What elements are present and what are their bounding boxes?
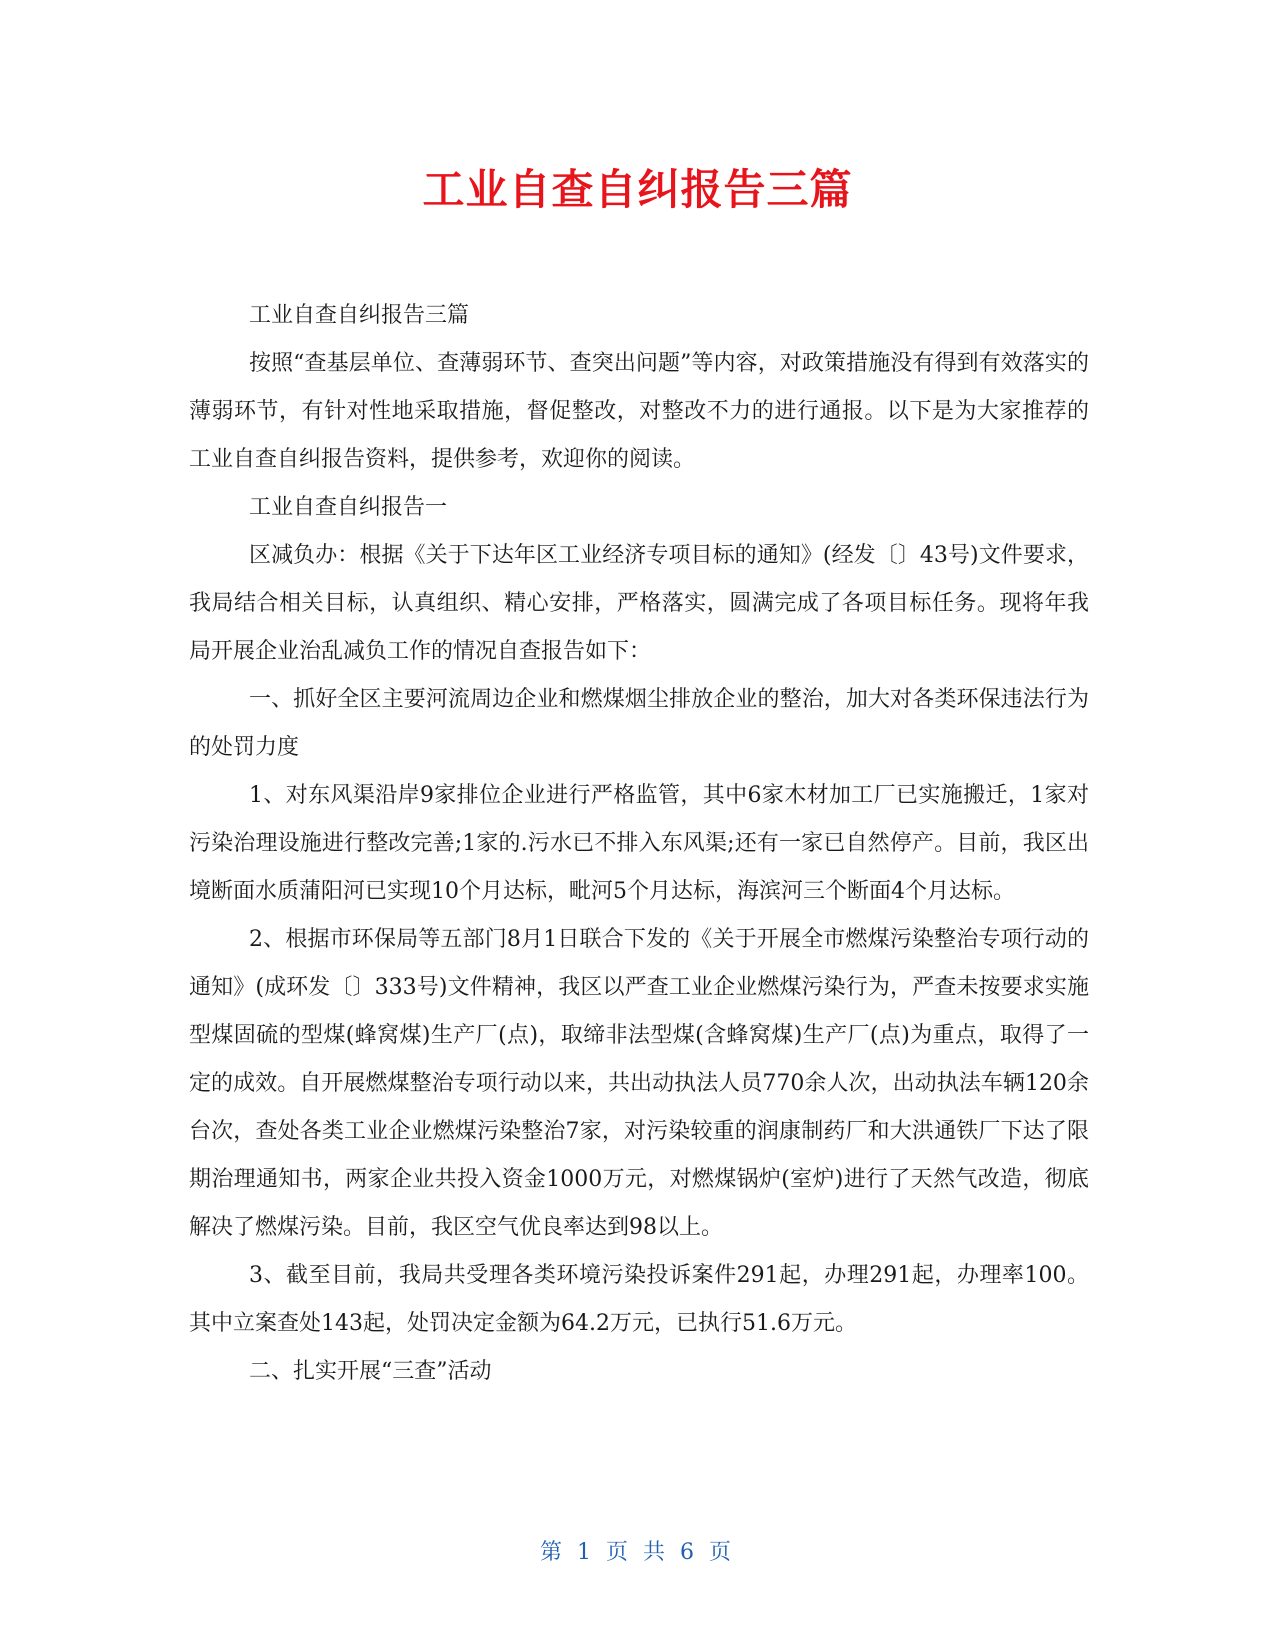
paragraph-item-two: 2、根据市环保局等五部门8月1日联合下发的《关于开展全市燃煤污染整治专项行动的通知》(成环发〔〕333号)文件精神，我区以严查工业企业燃煤污染行为，严查未按要求实施型煤固硫的型煤(蜂窝煤)生产厂(点)，取缔非法型煤(含蜂窝煤)生产厂(点)为重点，取得了一定的成效。自开展燃煤整治专项行动以来，共出动执法人员770余人次，出动执法车辆120余台次，查处各类工业企业燃煤污染整治7家，对污染较重的润康制药厂和大洪通铁厂下达了限期治理通知书，两家企业共投入资金1000万元，对燃煤锅炉(室炉)进行了天然气改造，彻底解决了燃煤污染。目前，我区空气优良率达到98以上。 <box>189 927 1089 1240</box>
paragraph-section-two-heading: 二、扎实开展“三查”活动 <box>249 1359 492 1384</box>
paragraph-item-three: 3、截至目前，我局共受理各类环境污染投诉案件291起，办理291起，办理率100。其中立案查处143起，处罚决定金额为64.2万元，已执行51.6万元。 <box>189 1263 1089 1336</box>
paragraph-item-one: 1、对东风渠沿岸9家排位企业进行严格监管，其中6家木材加工厂已实施搬迁，1家对污染治理设施进行整改完善;1家的.污水已不排入东风渠;还有一家已自然停产。目前，我区出境断面水质蒲阳河已实现10个月达标，毗河5个月达标，海滨河三个断面4个月达标。 <box>189 783 1089 904</box>
document-title: 工业自查自纠报告三篇 <box>422 165 853 214</box>
paragraph-section-one-heading: 一、抓好全区主要河流周边企业和燃煤烟尘排放企业的整治，加大对各类环保违法行为的处罚力度 <box>189 687 1089 760</box>
paragraph-report-one-heading: 工业自查自纠报告一 <box>249 495 448 520</box>
paragraph-report-one-opening: 区减负办：根据《关于下达年区工业经济专项目标的通知》(经发〔〕43号)文件要求，我局结合相关目标，认真组织、精心安排，严格落实，圆满完成了各项目标任务。现将年我局开展企业治乱减负工作的情况自查报告如下： <box>189 543 1089 664</box>
paragraph-intro: 按照“查基层单位、查薄弱环节、查突出问题”等内容，对政策措施没有得到有效落实的薄弱环节，有针对性地采取措施，督促整改，对整改不力的进行通报。以下是为大家推荐的工业自查自纠报告资料，提供参考，欢迎你的阅读。 <box>189 351 1089 472</box>
document-body <box>189 292 1089 1396</box>
paragraph-subtitle: 工业自查自纠报告三篇 <box>249 303 470 328</box>
page-number-footer: 第 1 页 共 6 页 <box>540 1540 735 1565</box>
